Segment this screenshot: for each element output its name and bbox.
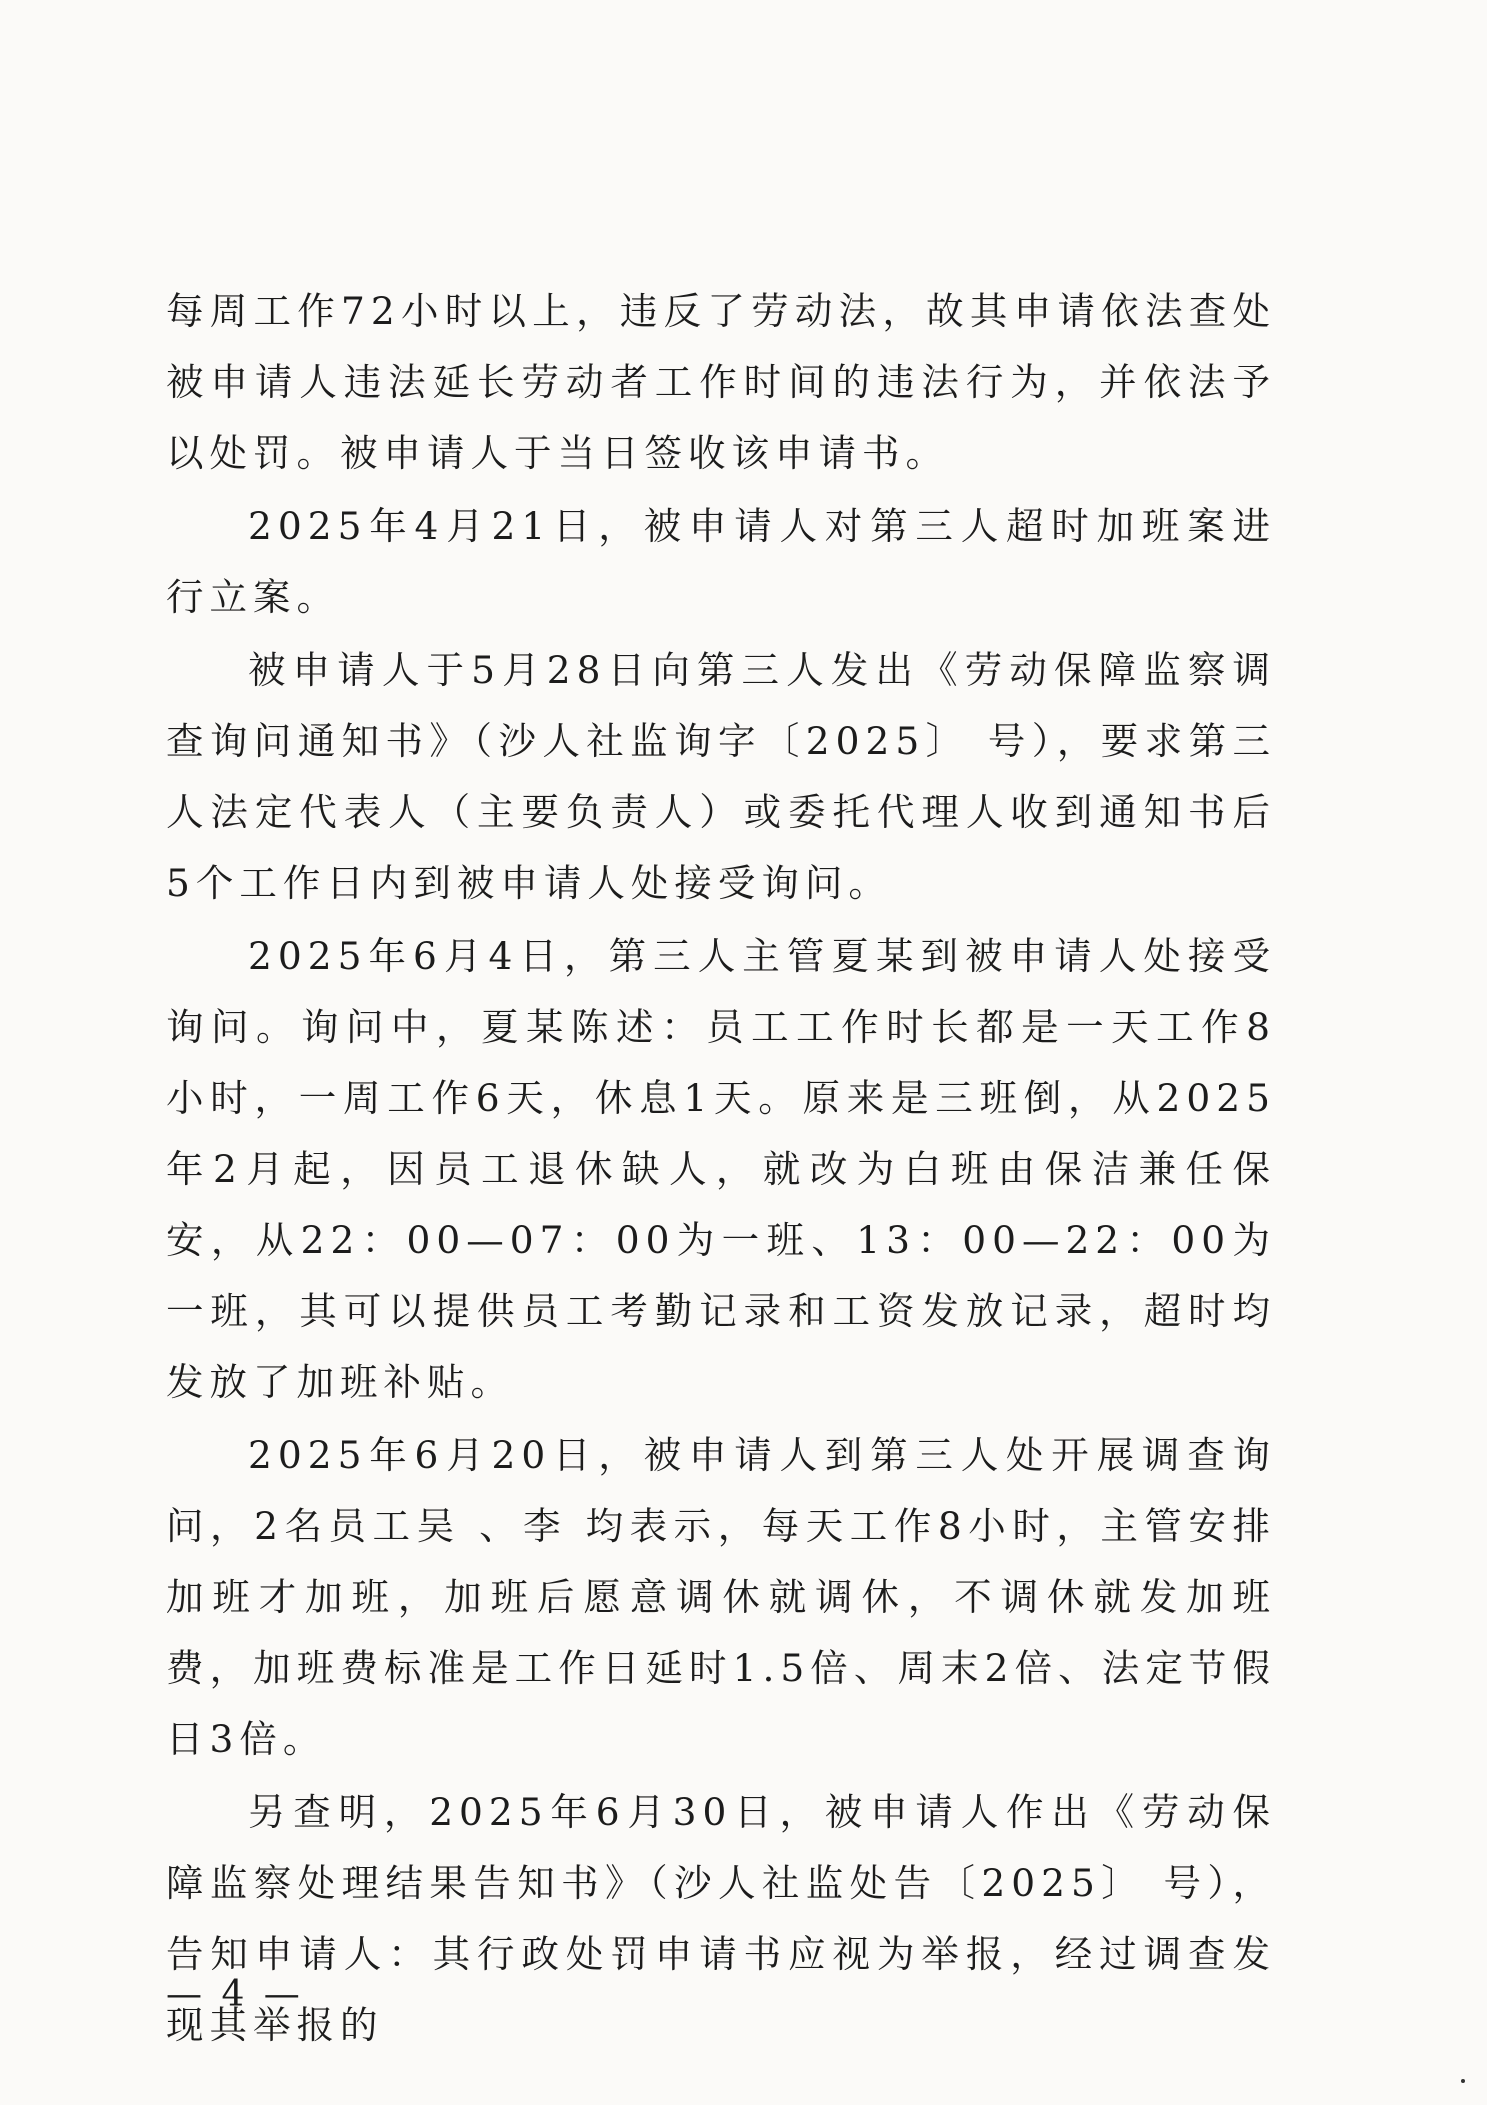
- scan-speck: [1461, 2079, 1465, 2083]
- paragraph-3: 被申请人于5月28日向第三人发出《劳动保障监察调查询问通知书》（沙人社监询字〔2025〕 号），要求第三人法定代表人（主要负责人）或委托代理人收到通知书后5个工作日内到被申请人处接受询问。: [166, 648, 1276, 905]
- paragraph-5: 2025年6月20日，被申请人到第三人处开展调查询问，2名员工吴 、李 均表示，每天工作8小时，主管安排加班才加班，加班后愿意调休就调休，不调休就发加班费，加班费标准是工作日延时1.5倍、周末2倍、法定节假日3倍。: [166, 1433, 1276, 1761]
- paragraph-1: 每周工作72小时以上，违反了劳动法，故其申请依法查处被申请人违法延长劳动者工作时间的违法行为，并依法予以处罚。被申请人于当日签收该申请书。: [166, 289, 1276, 475]
- paragraph-6: 另查明，2025年6月30日，被申请人作出《劳动保障监察处理结果告知书》（沙人社监处告〔2025〕 号），告知申请人：其行政处罚申请书应视为举报，经过调查发现其举报的: [166, 1790, 1276, 2047]
- paragraph-2: 2025年4月21日，被申请人对第三人超时加班案进行立案。: [166, 504, 1276, 619]
- document-body: [166, 276, 1276, 2061]
- paragraph-4: 2025年6月4日，第三人主管夏某到被申请人处接受询问。询问中，夏某陈述：员工工作时长都是一天工作8小时，一周工作6天，休息1天。原来是三班倒，从2025年2月起，因员工退休缺人，就改为白班由保洁兼任保安，从22：00—07：00为一班、13：00—22：00为一班，其可以提供员工考勤记录和工资发放记录，超时均发放了加班补贴。: [166, 934, 1276, 1404]
- page-number: — 4 —: [166, 1974, 304, 2015]
